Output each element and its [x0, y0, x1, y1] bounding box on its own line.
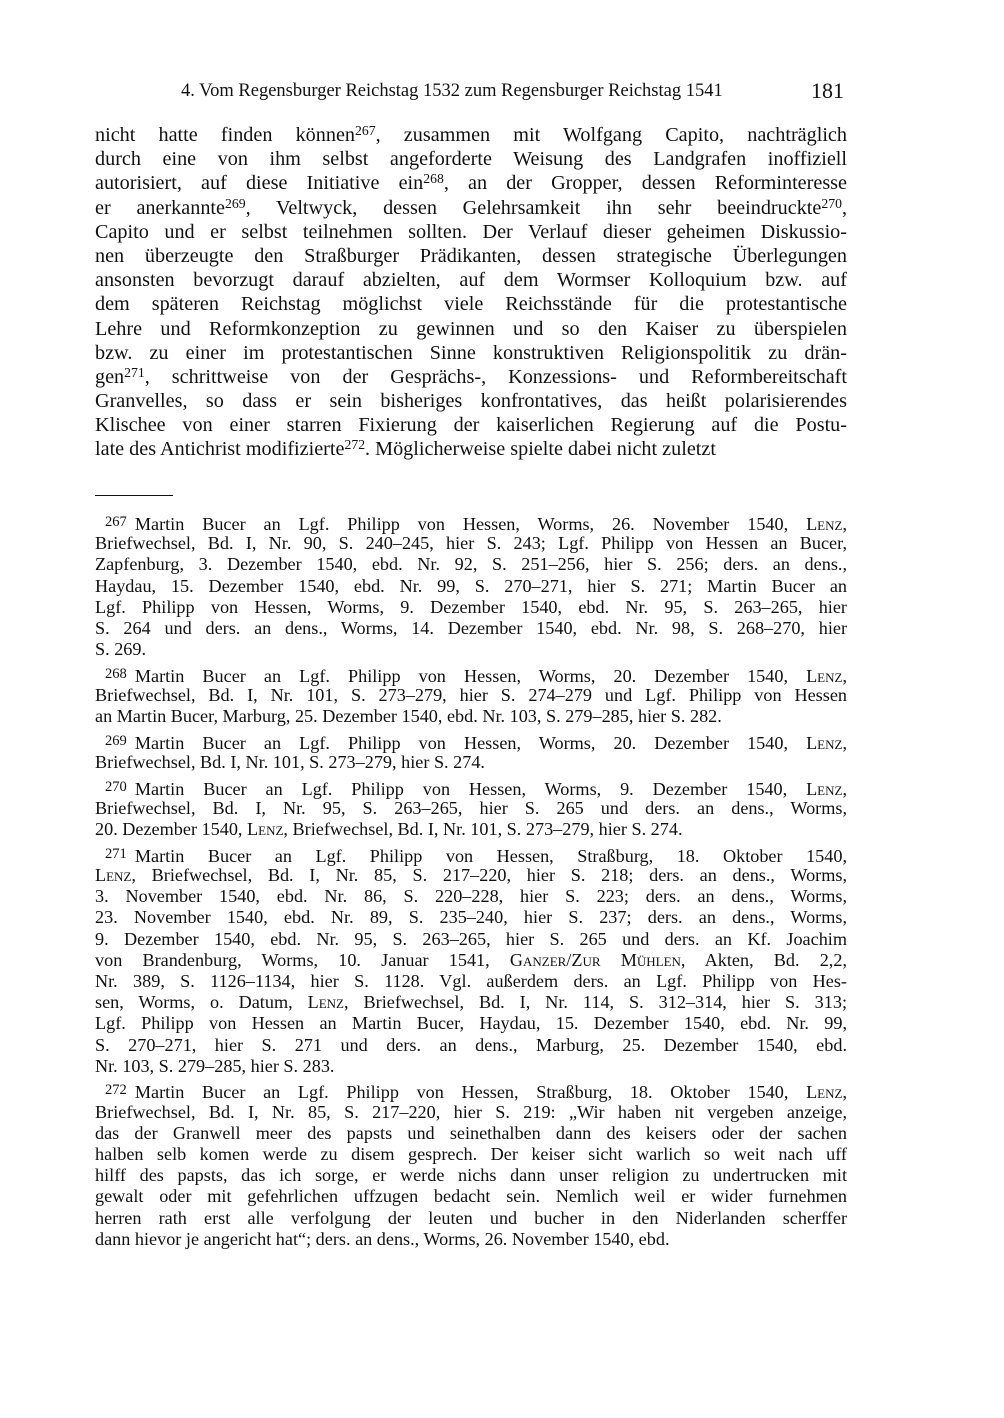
- author-name: Lenz: [247, 819, 284, 840]
- footnote-number: 269: [105, 732, 127, 749]
- footnote-line: [95, 752, 847, 773]
- footnote-line: [95, 618, 847, 639]
- page-header: [95, 78, 847, 108]
- footnote-number: 272: [105, 1082, 127, 1099]
- footnote-ref: 271: [124, 364, 145, 380]
- text-line: [95, 389, 847, 413]
- footnote-number: 271: [105, 845, 127, 862]
- text-run: durch eine von ihm selbst angeforderte Weisung des Landgrafen inoffiziell: [95, 148, 847, 171]
- text-run: 20. Dezember 1540,: [95, 819, 248, 840]
- footnote-line: [95, 597, 847, 618]
- text-run: ,: [842, 514, 847, 535]
- footnote-line: [95, 576, 847, 597]
- footnote-line: [95, 844, 847, 865]
- footnote-line: [95, 1208, 847, 1229]
- footnote-line: [95, 907, 847, 928]
- footnote-line: [95, 1229, 847, 1250]
- footnote-ref: 268: [423, 171, 444, 187]
- footnote-line: [95, 886, 847, 907]
- text-run: S. 269.: [95, 639, 147, 660]
- text-run: , Briefwechsel, Bd. I, Nr. 101, S. 273–279, hier S. 274.: [283, 819, 683, 840]
- text-line: [95, 413, 847, 437]
- text-run: ,: [842, 1082, 847, 1103]
- text-run: ,: [842, 665, 847, 686]
- text-run: Lgf. Philipp von Hessen, Worms, 9. Dezember 1540, ebd. Nr. 95, S. 263–265, hier: [95, 596, 847, 617]
- footnote-line: [95, 706, 847, 727]
- footnote-number: 267: [105, 514, 127, 530]
- footnote-ref: 269: [225, 195, 246, 211]
- text-run: Martin Bucer an Lgf. Philipp von Hessen, Worms, 9. Dezember 1540,: [134, 778, 807, 799]
- footnote-rule: [95, 495, 173, 496]
- text-run: Capito und er selbst teilnehmen sollten. Der Verlauf dieser geheimen Diskussio-: [95, 220, 847, 243]
- footnote-line: [95, 798, 847, 819]
- text-run: . Möglicherweise spielte dabei nicht zuletzt: [365, 438, 716, 461]
- text-line: [95, 437, 847, 461]
- footnote-line: [95, 1056, 847, 1077]
- text-run: autorisiert, auf diese Initiative ein: [95, 172, 424, 195]
- text-line: [95, 171, 847, 195]
- text-run: Briefwechsel, Bd. I, Nr. 95, S. 263–265, hier S. 265 und ders. an dens., Worms,: [95, 797, 847, 818]
- footnote-ref: 272: [344, 437, 366, 453]
- text-run: Haydau, 15. Dezember 1540, ebd. Nr. 99, S. 270–271, hier S. 271; Martin Bucer an: [95, 575, 847, 596]
- author-name: Lenz: [806, 514, 843, 535]
- footnote-line: [95, 1186, 847, 1207]
- text-run: , Veltwyck, dessen Gelehrsamkeit ihn sehr beeindruckte: [245, 196, 822, 219]
- text-run: , Briefwechsel, Bd. I, Nr. 85, S. 217–220, hier S. 218; ders. an dens., Worms,: [131, 865, 847, 885]
- text-line: [95, 365, 847, 389]
- text-run: Briefwechsel, Bd. I, Nr. 101, S. 273–279, hier S. 274–279 und Lgf. Philipp von Hessen: [95, 685, 847, 705]
- author-name: Lenz: [806, 665, 843, 686]
- text-run: Nr. 389, S. 1126–1134, hier S. 1128. Vgl. außerdem ders. an Lgf. Philipp von Hes-: [95, 970, 847, 991]
- text-run: halben selb komen werde zu disem gesprech. Der keiser sicht warlich so weit nach uff: [95, 1143, 847, 1164]
- footnote-line: [95, 664, 847, 685]
- text-run: gen: [95, 365, 125, 388]
- footnote: [95, 844, 847, 1077]
- main-text: [95, 123, 847, 462]
- text-run: Nr. 103, S. 279–285, hier S. 283.: [95, 1055, 335, 1076]
- author-name: Lenz: [806, 732, 843, 753]
- text-run: an Martin Bucer, Marburg, 25. Dezember 1540, ebd. Nr. 103, S. 279–285, hier S. 282.: [95, 706, 722, 727]
- footnote-line: [95, 685, 847, 706]
- text-run: Klischee von einer starren Fixierung der kaiserlichen Regierung auf die Postu-: [95, 414, 847, 437]
- text-run: bzw. zu einer im protestantischen Sinne konstruktiven Religionspolitik zu drän-: [95, 341, 847, 364]
- footnote-line: [95, 512, 847, 533]
- text-run: dem späteren Reichstag möglichst viele Reichsstände für die protestantische: [95, 293, 847, 316]
- text-line: [95, 268, 847, 292]
- text-run: Lehre und Reformkonzeption zu gewinnen und so den Kaiser zu überspielen: [95, 317, 847, 340]
- text-line: [95, 147, 847, 171]
- footnotes: [95, 512, 847, 1253]
- text-line: [95, 220, 847, 244]
- text-run: Briefwechsel, Bd. I, Nr. 90, S. 240–245, hier S. 243; Lgf. Philipp von Hessen an Bucer,: [95, 533, 847, 554]
- text-line: [95, 196, 847, 220]
- text-run: 3. November 1540, ebd. Nr. 86, S. 220–228, hier S. 223; ders. an dens., Worms,: [95, 886, 847, 907]
- footnote-number: 268: [105, 665, 127, 682]
- footnote-line: [95, 1123, 847, 1144]
- footnote-ref: 267: [355, 122, 376, 138]
- text-line: [95, 244, 847, 268]
- author-name: Lenz: [806, 1082, 843, 1103]
- text-run: Granvelles, so dass er sein bisheriges konfrontatives, das heißt polarisierendes: [95, 390, 847, 413]
- text-run: , Briefwechsel, Bd. I, Nr. 114, S. 312–314, hier S. 313;: [344, 992, 847, 1013]
- text-run: Martin Bucer an Lgf. Philipp von Hessen, Straßburg, 18. Oktober 1540,: [134, 1082, 807, 1103]
- text-run: hilff des papsts, das ich sorge, er werde nichs dann unser religion zu undertrucken mit: [95, 1165, 847, 1186]
- text-run: ,: [842, 778, 847, 799]
- footnote: [95, 664, 847, 728]
- text-line: [95, 292, 847, 316]
- footnote-ref: 270: [821, 195, 842, 211]
- footnote-line: [95, 992, 847, 1013]
- text-run: ,: [842, 732, 847, 753]
- text-line: [95, 341, 847, 365]
- text-run: S. 264 und ders. an dens., Worms, 14. Dezember 1540, ebd. Nr. 98, S. 268–270, hier: [95, 617, 847, 638]
- footnote-line: [95, 533, 847, 554]
- footnote-line: [95, 554, 847, 575]
- author-name: Lenz: [806, 778, 843, 799]
- footnote-line: [95, 865, 847, 886]
- text-run: , zusammen mit Wolfgang Capito, nachträglich: [375, 124, 847, 146]
- text-run: das der Granwell meer des papsts und seinethalben dann des keisers oder der sachen: [95, 1122, 847, 1143]
- text-run: von Brandenburg, Worms, 10. Januar 1541,: [95, 949, 510, 970]
- footnote-line: [95, 971, 847, 992]
- author-name: Lenz: [95, 865, 132, 885]
- footnote-line: [95, 819, 847, 840]
- footnote-line: [95, 929, 847, 950]
- text-run: dann hievor je angericht hat“; ders. an dens., Worms, 26. November 1540, ebd.: [95, 1228, 670, 1249]
- footnote: [95, 1080, 847, 1250]
- text-run: late des Antichrist modifizierte: [95, 438, 345, 461]
- text-run: er anerkannte: [95, 196, 225, 219]
- text-run: 23. November 1540, ebd. Nr. 89, S. 235–240, hier S. 237; ders. an dens., Worms,: [95, 907, 847, 928]
- author-name: Ganzer/Zur Mühlen: [509, 949, 681, 970]
- text-run: , schrittweise von der Gesprächs-, Konzessions- und Reformbereitschaft: [144, 365, 847, 388]
- text-run: Briefwechsel, Bd. I, Nr. 85, S. 217–220, hier S. 219: „Wir haben nit vergeben anzeige,: [95, 1101, 847, 1122]
- text-run: S. 270–271, hier S. 271 und ders. an dens., Marburg, 25. Dezember 1540, ebd.: [95, 1034, 847, 1055]
- footnote-line: [95, 777, 847, 798]
- footnote-line: [95, 731, 847, 752]
- text-run: ,: [841, 196, 847, 219]
- footnote-line: [95, 950, 847, 971]
- text-run: gewalt oder mit gefehrlichen uffzugen bedacht sein. Nemlich weil er wider furnehmen: [95, 1186, 847, 1207]
- text-run: nicht hatte finden können: [95, 124, 356, 146]
- footnote-line: [95, 1102, 847, 1123]
- footnote-line: [95, 639, 847, 660]
- text-line: [95, 123, 847, 147]
- footnote-line: [95, 1165, 847, 1186]
- text-run: , an der Gropper, dessen Reforminteresse: [443, 172, 847, 195]
- page-number: 181: [811, 78, 844, 103]
- author-name: Lenz: [307, 992, 344, 1013]
- running-head: 4. Vom Regensburger Reichstag 1532 zum Regensburger Reichstag 1541: [181, 81, 723, 101]
- text-run: ansonsten bevorzugt darauf abzielten, auf dem Wormser Kolloquium bzw. auf: [95, 269, 847, 292]
- text-line: [95, 317, 847, 341]
- footnote-line: [95, 1080, 847, 1101]
- footnote-line: [95, 1035, 847, 1056]
- footnote-line: [95, 1144, 847, 1165]
- text-run: herren rath erst alle verfolgung der leuten und bucher in den Niderlanden scherffer: [95, 1207, 847, 1228]
- text-run: Martin Bucer an Lgf. Philipp von Hessen, Straßburg, 18. Oktober 1540,: [134, 845, 847, 866]
- text-run: , Akten, Bd. 2,2,: [680, 949, 847, 970]
- footnote: [95, 512, 847, 660]
- footnote-number: 270: [105, 778, 127, 795]
- footnote-line: [95, 1013, 847, 1034]
- footnote: [95, 731, 847, 773]
- text-run: 9. Dezember 1540, ebd. Nr. 95, S. 263–265, hier S. 265 und ders. an Kf. Joachim: [95, 928, 847, 949]
- text-run: Martin Bucer an Lgf. Philipp von Hessen, Worms, 26. November 1540,: [134, 514, 807, 535]
- text-run: nen überzeugte den Straßburger Prädikanten, dessen strategische Überlegungen: [95, 244, 847, 267]
- text-run: Briefwechsel, Bd. I, Nr. 101, S. 273–279, hier S. 274.: [95, 752, 485, 773]
- text-run: Lgf. Philipp von Hessen an Martin Bucer, Haydau, 15. Dezember 1540, ebd. Nr. 99,: [95, 1013, 847, 1034]
- text-run: Martin Bucer an Lgf. Philipp von Hessen, Worms, 20. Dezember 1540,: [134, 732, 807, 753]
- text-run: Zapfenburg, 3. Dezember 1540, ebd. Nr. 92, S. 251–256, hier S. 256; ders. an dens.,: [95, 554, 847, 575]
- footnote: [95, 777, 847, 841]
- text-run: sen, Worms, o. Datum,: [95, 992, 308, 1013]
- text-run: Martin Bucer an Lgf. Philipp von Hessen, Worms, 20. Dezember 1540,: [134, 665, 807, 686]
